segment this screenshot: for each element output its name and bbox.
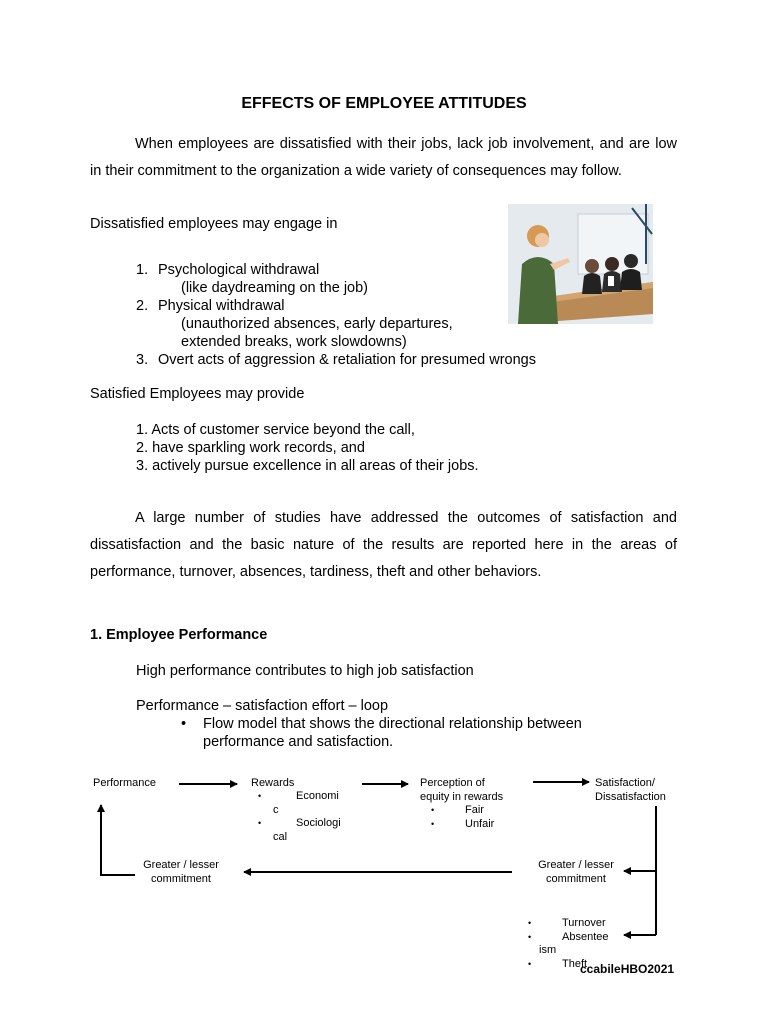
flow-perception: Perception of equity in rewards • Fair • Unfair <box>420 777 504 830</box>
section-heading: 1. Employee Performance <box>90 627 268 643</box>
list-item: 2. Physical withdrawal <box>136 298 285 314</box>
bullet-icon: • <box>181 716 187 732</box>
studies-text: A large number of studies have addressed the outcomes of satisfaction and dissatisfaction and the basic nature of the results are reported here in the areas of performance, turnover, absences, tardiness, theft and other behaviors. <box>90 510 677 580</box>
flow-commitment-right: Greater / lesser commitment <box>538 859 614 885</box>
section-line: Performance – satisfaction effort – loop <box>136 698 389 714</box>
list-item-sub: (unauthorized absences, early departures, <box>181 316 453 332</box>
list-item-sub: extended breaks, work slowdowns) <box>181 334 407 350</box>
footer-label: ccabileHBO2021 <box>580 962 675 976</box>
list-item: 1. Psychological withdrawal <box>136 262 320 278</box>
page-title: EFFECTS OF EMPLOYEE ATTITUDES <box>241 95 527 112</box>
list-item-sub: (like daydreaming on the job) <box>181 280 368 296</box>
flow-satisfaction: Satisfaction/ Dissatisfaction <box>595 777 666 803</box>
flow-rewards-list: • Economi c • Sociologi cal <box>258 790 341 843</box>
bullet-icon: • <box>431 805 435 815</box>
list-item: 3. Overt acts of aggression & retaliation for presumed wrongs <box>136 352 536 368</box>
flow-commitment-left: Greater / lesser commitment <box>143 859 219 885</box>
list-item: 3. actively pursue excellence in all areas of their jobs. <box>136 458 479 474</box>
bullet-icon: • <box>528 931 532 942</box>
bullet-icon: • <box>528 958 532 969</box>
bullet-icon: • <box>431 818 435 829</box>
satisfied-heading: Satisfied Employees may provide <box>90 386 305 402</box>
section-line: High performance contributes to high job satisfaction <box>136 663 474 679</box>
bullet-icon: • <box>258 818 262 828</box>
bullet-icon: • <box>258 791 262 801</box>
flow-rewards: Rewards <box>251 777 295 789</box>
bullet-icon: • <box>528 918 532 928</box>
dissatisfied-heading: Dissatisfied employees may engage in <box>90 216 338 232</box>
flow-outcomes-list: • Turnover • Absentee ism • Theft <box>528 917 609 970</box>
bullet-text: Flow model that shows the directional relationship between performance and satisfaction. <box>203 716 582 750</box>
intro-text: When employees are dissatisfied with their jobs, lack job involvement, and are low in their commitment to the organization a wide variety of consequences may follow. <box>90 136 677 179</box>
flow-performance: Performance <box>93 777 156 789</box>
list-item: 2. have sparkling work records, and <box>136 440 365 456</box>
list-item: 1. Acts of customer service beyond the call, <box>136 422 415 438</box>
